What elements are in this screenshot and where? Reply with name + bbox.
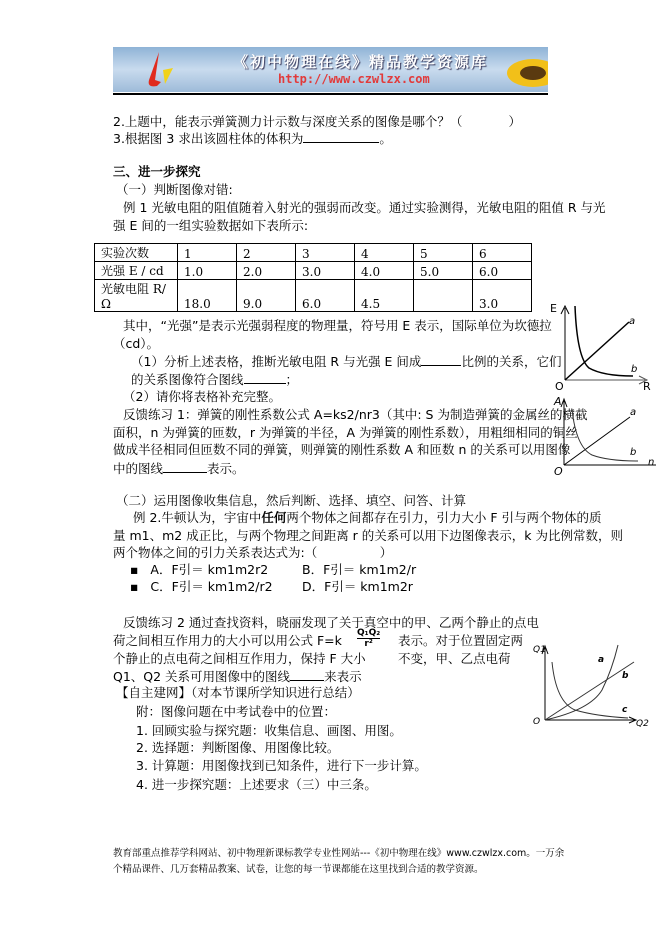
table-cell: 4.0 <box>355 262 414 280</box>
table-cell: 9.0 <box>237 280 296 312</box>
feedback-1: 面积，n 为弹簧的匝数，r 为弹簧的半径，A 为弹簧的刚性系数），用粗细相同的铜丝 <box>113 425 578 440</box>
example-2-text: 例 2.牛顿认为，宇宙中任何两个物体之间都存在引力，引力大小 F 引与两个物体的质 <box>133 510 602 525</box>
question-2: 2.上题中，能表示弹簧测力计示数与深度关系的图像是哪个？（ ） <box>113 114 521 129</box>
sunflower-icon <box>498 47 548 92</box>
option-d[interactable]: D．F引＝ km1m2r <box>302 579 413 594</box>
subsection-heading: （二）运用图像收集信息，然后判断、选择、填空、问答、计算 <box>116 493 467 508</box>
option-a[interactable]: ▪ A．F引＝ km1m2r2 <box>130 562 269 577</box>
answer-blank[interactable] <box>303 130 379 143</box>
section-heading: 三、进一步探究 <box>113 164 201 179</box>
axis-label: A <box>554 395 562 408</box>
axis-label: Q2 <box>636 719 649 729</box>
formula-fraction: Q₁Q₂ r² <box>357 628 381 649</box>
table-cell: 5.0 <box>414 262 473 280</box>
data-table <box>94 243 532 312</box>
table-cell: 光敏电阻 R/Ω <box>95 280 178 312</box>
paragraph: （cd）。 <box>113 336 160 351</box>
summary-heading: 【自主建网】（对本节课所学知识进行总结） <box>116 685 360 700</box>
figure-3-graph <box>530 640 650 730</box>
curve-label: a <box>598 655 605 665</box>
origin-label: O <box>554 465 563 475</box>
curve-label: b <box>630 447 637 458</box>
footer-line: 教育部重点推荐学科网站、初中物理新课标教学专业性网站---《初中物理在线》www.czwlzx.com。一万余 <box>113 848 565 859</box>
question-2: （2）请你将表格补充完整。 <box>123 389 281 404</box>
table-row <box>95 280 532 312</box>
list-item: 1. 回顾实验与探究题：收集信息、画图、用图。 <box>136 723 402 738</box>
table-cell: 1.0 <box>178 262 237 280</box>
list-item: 4. 进一步探究题：上述要求（三）中三条。 <box>136 777 377 792</box>
y-axis <box>542 646 548 720</box>
curve-label: a <box>629 316 636 327</box>
feedback-1: 中的图线 表示。 <box>113 461 245 476</box>
x-axis <box>565 376 647 384</box>
paragraph: 其中，“光强”是表示光强弱程度的物理量，符号用 E 表示，国际单位为坎德拉 <box>123 318 552 333</box>
feedback-2: 荷之间相互作用力的大小可以用公式 F=k <box>113 633 342 648</box>
table-cell: 光强 E / cd <box>95 262 178 280</box>
table-cell <box>414 280 473 312</box>
table-cell: 6.0 <box>296 280 355 312</box>
feedback-2: 不变，甲、乙点电荷 <box>398 651 511 666</box>
table-cell: 6 <box>473 244 532 262</box>
y-axis <box>561 399 567 465</box>
axis-label: n <box>648 457 655 468</box>
table-cell: 2.0 <box>237 262 296 280</box>
origin-label: O <box>533 717 541 727</box>
appendix-title: 附：图像问题在中考试卷中的位置： <box>136 704 337 719</box>
table-cell: 3 <box>296 244 355 262</box>
feedback-2: 反馈练习 2 通过查找资料，晓丽发现了关于真空中的甲、乙两个静止的点电 <box>123 615 539 630</box>
feedback-1: 反馈练习 1：弹簧的刚性系数公式 A=ks2/nr3（其中: S 为制造弹簧的金属丝的横截 <box>123 407 588 422</box>
subsection-heading: （一）判断图像对错: <box>116 182 233 197</box>
axis-label: R <box>643 380 651 390</box>
answer-blank[interactable] <box>421 353 461 366</box>
list-item: 2. 选择题：判断图像、用图像比较。 <box>136 740 340 755</box>
question-1: （1）分析上述表格，推断光敏电阻 R 与光强 E 间成 比例的关系，它们 <box>131 354 562 369</box>
figure-2-graph <box>550 395 660 475</box>
y-axis <box>561 306 569 380</box>
header-banner <box>113 47 548 92</box>
curve-label: b <box>631 364 638 375</box>
table-cell: 2 <box>237 244 296 262</box>
curve-b <box>575 306 636 376</box>
header-divider <box>113 93 548 95</box>
answer-blank[interactable] <box>163 460 207 473</box>
feedback-2: 表示。对于位置固定两 <box>398 633 524 648</box>
example-1-text: 强 E 间的一组实验数据如下表所示: <box>113 218 309 233</box>
list-item: 3. 计算题：用图像找到已知条件，进行下一步计算。 <box>136 758 427 773</box>
table-cell[interactable]: 4.5 <box>355 280 414 312</box>
question-1-cont: 的关系图像符合图线 ； <box>131 372 299 387</box>
table-cell: 6.0 <box>473 262 532 280</box>
logo-icon <box>141 50 181 90</box>
figure-1-graph <box>545 300 655 390</box>
curve-label: b <box>622 671 629 681</box>
feedback-2: Q1、Q2 关系可用图像中的图线 来表示 <box>113 669 362 684</box>
table-cell: 5 <box>414 244 473 262</box>
table-cell: 3.0 <box>473 280 532 312</box>
curve-c <box>552 662 628 718</box>
table-cell: 3.0 <box>296 262 355 280</box>
table-cell: 4 <box>355 244 414 262</box>
curve-label: c <box>622 705 628 715</box>
banner-url: http://www.czwlzx.com <box>278 72 430 86</box>
banner-title: 《初中物理在线》精品教学资源库 <box>233 53 489 71</box>
example-2-text: 两个物体之间的引力关系表达式为:（ ） <box>113 545 393 560</box>
answer-blank[interactable] <box>290 668 324 681</box>
example-2-text: 量 m1、m2 成正比，与两个物理之间距离 r 的关系可以用下边图像表示，k 为比例常数，则 <box>113 528 624 543</box>
footer-line: 个精品课件、几万套精品教案、试卷，让您的每一节课都能在这里找到合适的教学资源。 <box>113 864 484 875</box>
origin-label: O <box>555 380 564 390</box>
option-b[interactable]: B．F引＝ km1m2/r <box>302 562 417 577</box>
table-cell: 18.0 <box>178 280 237 312</box>
answer-blank[interactable] <box>244 371 286 384</box>
table-cell: 实验次数 <box>95 244 178 262</box>
table-row <box>95 244 532 262</box>
table-row <box>95 262 532 280</box>
table-cell: 1 <box>178 244 237 262</box>
example-1-text: 例 1 光敏电阻的阻值随着入射光的强弱而改变。通过实验测得，光敏电阻的阻值 R 与光 <box>123 200 606 215</box>
axis-label: E <box>550 302 557 315</box>
option-c[interactable]: ▪ C．F引＝ km1m2/r2 <box>130 579 273 594</box>
curve-label: a <box>630 407 637 418</box>
feedback-2: 个静止的点电荷之间相互作用力，保持 F 大小 <box>113 651 366 666</box>
axis-label: Q1 <box>533 645 546 655</box>
feedback-1: 做成半径相同但匝数不同的弹簧，则弹簧的刚性系数 A 和匝数 n 的关系可以用图像 <box>113 442 571 457</box>
question-3: 3.根据图 3 求出该圆柱体的体积为 。 <box>113 131 392 146</box>
